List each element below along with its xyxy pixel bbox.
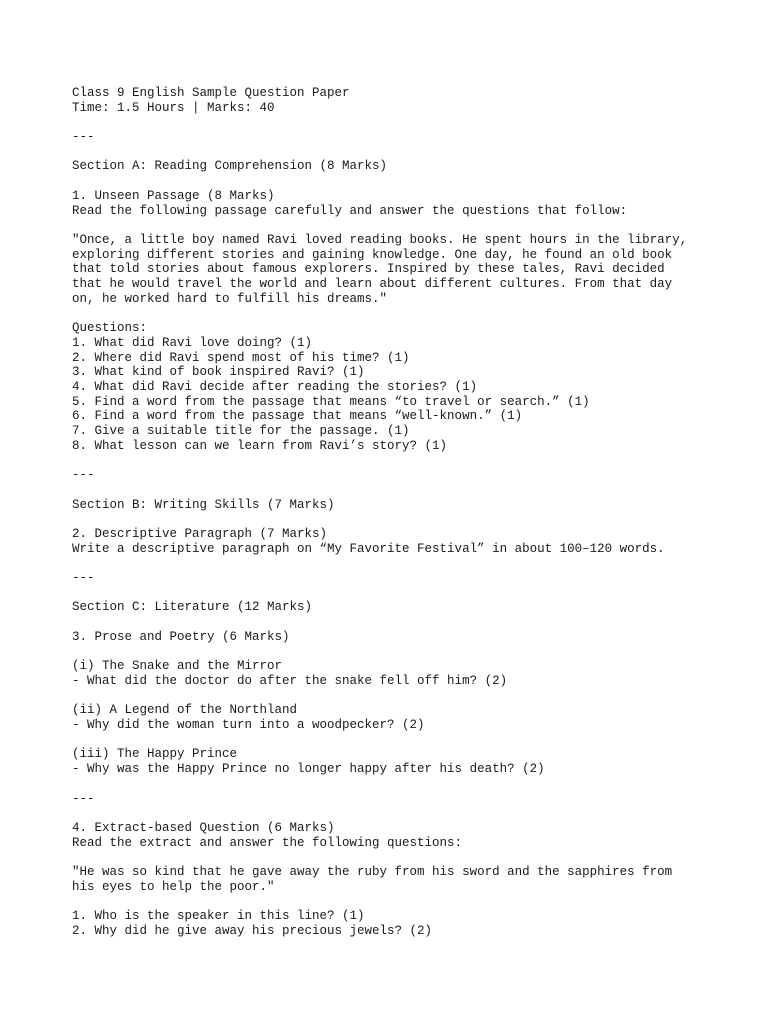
question-item: 2. Where did Ravi spend most of his time? (1)	[72, 350, 410, 365]
q2-title: 2. Descriptive Paragraph (7 Marks)	[72, 526, 328, 541]
literature-item-title: (iii) The Happy Prince	[72, 747, 238, 762]
literature-item-question: - Why was the Happy Prince no longer happy after his death? (2)	[72, 762, 545, 777]
passage-line: that told stories about famous explorers. Inspired by these tales, Ravi decided	[72, 262, 665, 277]
extract-question: 2. Why did he give away his precious jewels? (2)	[72, 923, 433, 938]
questions-label: Questions:	[72, 321, 148, 336]
question-item: 8. What lesson can we learn from Ravi’s story? (1)	[72, 438, 448, 453]
literature-item-question: - What did the doctor do after the snake fell off him? (2)	[72, 673, 508, 688]
paper-meta: Time: 1.5 Hours | Marks: 40	[72, 100, 275, 115]
passage-line: on, he worked hard to fulfill his dreams."	[72, 291, 388, 306]
question-item: 1. What did Ravi love doing? (1)	[72, 335, 313, 350]
question-item: 6. Find a word from the passage that means “well-known.” (1)	[72, 409, 523, 424]
passage-line: exploring different stories and gaining knowledge. One day, he found an old book	[72, 247, 673, 262]
section-b-heading: Section B: Writing Skills (7 Marks)	[72, 497, 335, 512]
literature-item-title: (ii) A Legend of the Northland	[72, 703, 298, 718]
paper-title: Class 9 English Sample Question Paper	[72, 86, 350, 100]
section-c-heading: Section C: Literature (12 Marks)	[72, 600, 313, 615]
extract-line: "He was so kind that he gave away the ruby from his sword and the sapphires from	[72, 865, 673, 879]
q1-instruction: Read the following passage carefully and answer the questions that follow:	[72, 203, 628, 218]
q1-title: 1. Unseen Passage (8 Marks)	[72, 188, 275, 203]
q3-title: 3. Prose and Poetry (6 Marks)	[72, 629, 290, 644]
section-a-heading: Section A: Reading Comprehension (8 Marks)	[72, 159, 388, 174]
separator: ---	[72, 130, 95, 145]
q2-instruction: Write a descriptive paragraph on “My Favorite Festival” in about 100–120 words.	[72, 541, 665, 556]
passage-line: that he would travel the world and learn about different cultures. From that day	[72, 277, 673, 292]
q4-title: 4. Extract-based Question (6 Marks)	[72, 820, 335, 835]
separator: ---	[72, 571, 95, 586]
separator: ---	[72, 468, 95, 483]
extract-question: 1. Who is the speaker in this line? (1)	[72, 909, 365, 924]
literature-item-title: (i) The Snake and the Mirror	[72, 659, 283, 674]
extract-line: his eyes to help the poor."	[72, 879, 275, 894]
question-item: 4. What did Ravi decide after reading the stories? (1)	[72, 379, 478, 394]
question-item: 5. Find a word from the passage that means “to travel or search.” (1)	[72, 394, 590, 409]
passage-line: "Once, a little boy named Ravi loved reading books. He spent hours in the library,	[72, 232, 688, 247]
question-item: 3. What kind of book inspired Ravi? (1)	[72, 365, 365, 380]
q4-instruction: Read the extract and answer the following questions:	[72, 835, 463, 850]
question-item: 7. Give a suitable title for the passage. (1)	[72, 424, 410, 439]
literature-item-question: - Why did the woman turn into a woodpecker? (2)	[72, 718, 425, 733]
question-paper	[72, 86, 732, 939]
separator: ---	[72, 791, 95, 806]
